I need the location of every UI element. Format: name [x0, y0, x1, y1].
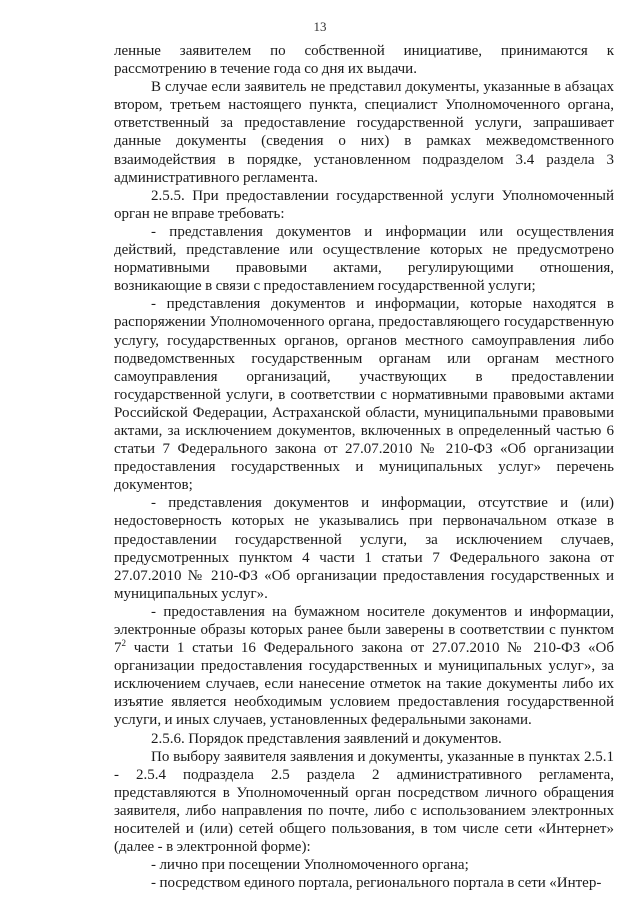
list-item-requirement-3: - представления документов и информации, отсутствие и (или) недостоверность которых не указывались при первоначальном отказе в предоставлении государственной услуги, за исключением случаев, предусмотренных пунктом 4 части 1 статьи 7 Федерального закона от 27.07.2010 № 210-ФЗ «Об организации предоставления государственных и муниципальных услуг». — [114, 495, 614, 602]
list-item-requirement-4-text-after: части 1 статьи 16 Федерального закона от 27.07.2010 № 210-ФЗ «Об организации предоставления государственных и муниципальных услуг», за исключением случаев, если нанесение отметок на такие документы либо их изъятие является необходимым условием предоставления государственной услуги, и иных случаев, установленных федеральными законами. — [114, 640, 614, 729]
document-body — [114, 42, 614, 892]
paragraph-continuation: ленные заявителем по собственной инициативе, принимаются к рассмотрению в течение года со дня их выдачи. — [114, 43, 614, 78]
paragraph-submission-methods: По выбору заявителя заявления и документы, указанные в пунктах 2.5.1 - 2.5.4 подраздела 2.5 раздела 2 административного регламента, представляются в Уполномоченный орган посредством личного обращения заявителя, либо направления по почте, либо с использованием электронных носителей и (или) сетей общего пользования, в том числе сети «Интернет» (далее - в электронной форме): — [114, 748, 614, 856]
page-number: 13 — [313, 19, 327, 34]
list-item-requirement-4-text-before: - предоставления на бумажном носителе документов и информации, электронные образы которых ранее были заверены в соответствии с пунктом 7 — [114, 603, 614, 657]
list-item-in-person: - лично при посещении Уполномоченного органа; — [151, 857, 469, 874]
paragraph-2-5-5-heading: 2.5.5. При предоставлении государственной услуги Уполномоченный орган не вправе требовать: — [114, 187, 614, 222]
list-item-requirement-2: - представления документов и информации, которые находятся в распоряжении Уполномоченного органа, предоставляющего государственную услугу, государственных органов, органов местного самоуправления либо подведомственных государственным органам или органам местного самоуправления организаций, участвующих в предоставлении государственной услуги, в соответствии с нормативными правовыми актами Российской Федерации, Астраханской области, муниципальными правовыми актами, за исключением документов, включенных в определенный частью 6 статьи 7 Федерального закона от 27.07.2010 № 210-ФЗ «Об организации предоставления государственных и муниципальных услуг» перечень документов; — [114, 296, 614, 494]
list-item-portal: - посредством единого портала, регионального портала в сети «Интер- — [151, 875, 602, 892]
paragraph-missing-documents: В случае если заявитель не представил документы, указанные в абзацах втором, третьем настоящего пункта, специалист Уполномоченного органа, ответственный за предоставление государственной услуги, запрашивает данные документы (сведения о них) в рамках межведомственного взаимодействия в порядке, установленном подразделом 3.4 раздела 3 административного регламента. — [114, 79, 614, 186]
list-item-requirement-4 — [114, 603, 614, 730]
superscript-marker: 2 — [121, 638, 126, 649]
list-item-requirement-1: - представления документов и информации или осуществления действий, представление или осуществление которых не предусмотрено нормативными правовыми актами, регулирующими отношения, возникающие в связи с предоставлением государственной услуги; — [114, 223, 614, 295]
paragraph-2-5-6-heading: 2.5.6. Порядок представления заявлений и документов. — [151, 730, 502, 747]
